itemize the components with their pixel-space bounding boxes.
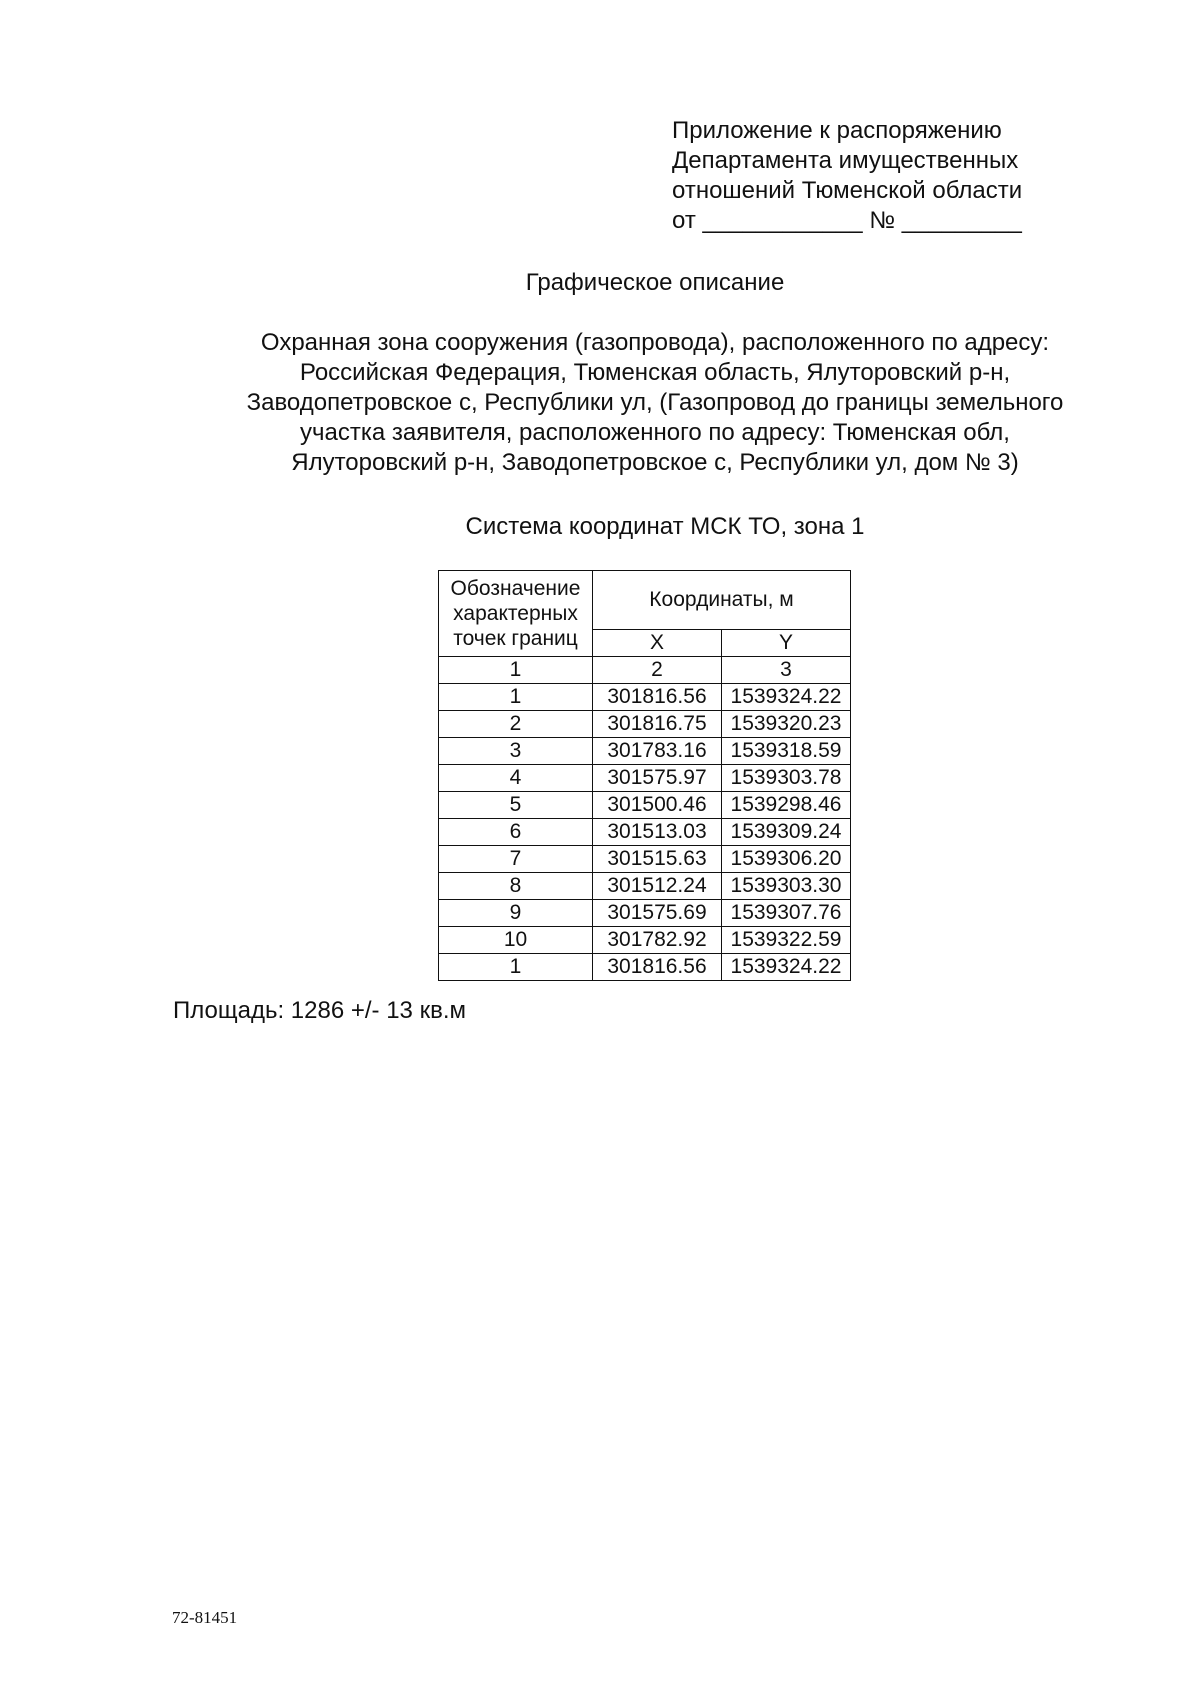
x-cell: 301782.92 — [593, 927, 722, 954]
table-row — [439, 846, 851, 873]
x-cell: 301816.75 — [593, 711, 722, 738]
y-cell: 1539324.22 — [722, 954, 851, 981]
header-x: X — [593, 630, 722, 657]
x-cell: 301816.56 — [593, 684, 722, 711]
point-cell: 3 — [439, 738, 593, 765]
table-row — [439, 792, 851, 819]
y-cell: 1539322.59 — [722, 927, 851, 954]
point-cell: 7 — [439, 846, 593, 873]
table-row — [439, 900, 851, 927]
y-cell: 1539324.22 — [722, 684, 851, 711]
x-cell: 301512.24 — [593, 873, 722, 900]
table-row — [439, 954, 851, 981]
y-cell: 1539307.76 — [722, 900, 851, 927]
table-row — [439, 711, 851, 738]
point-cell: 9 — [439, 900, 593, 927]
x-cell: 301500.46 — [593, 792, 722, 819]
header-coordinates: Координаты, м — [593, 571, 851, 630]
y-cell: 1539309.24 — [722, 819, 851, 846]
appendix-line-1: Приложение к распоряжению — [672, 117, 1002, 144]
point-cell: 1 — [439, 954, 593, 981]
table-column-numbers-row — [439, 657, 851, 684]
description-line-3: Заводопетровское с, Республики ул, (Газопровод до границы земельного — [246, 389, 1064, 416]
table-row — [439, 765, 851, 792]
column-number-2: 2 — [593, 657, 722, 684]
document-title: Графическое описание — [525, 269, 785, 296]
table-header-row — [439, 571, 851, 630]
point-cell: 8 — [439, 873, 593, 900]
description-line-4: участка заявителя, расположенного по адресу: Тюменская обл, — [300, 419, 1010, 446]
point-cell: 6 — [439, 819, 593, 846]
description-line-2: Российская Федерация, Тюменская область, Ялуторовский р-н, — [299, 359, 1011, 386]
column-number-1: 1 — [439, 657, 593, 684]
document-number: 72-81451 — [172, 1608, 238, 1627]
table-row — [439, 873, 851, 900]
zone-description — [160, 328, 1150, 478]
header-y: Y — [722, 630, 851, 657]
table-row — [439, 819, 851, 846]
x-cell: 301515.63 — [593, 846, 722, 873]
y-cell: 1539306.20 — [722, 846, 851, 873]
coordinate-system: Система координат МСК ТО, зона 1 — [465, 513, 865, 540]
appendix-line-3: отношений Тюменской области — [672, 177, 1023, 204]
description-line-5: Ялуторовский р-н, Заводопетровское с, Республики ул, дом № 3) — [291, 449, 1019, 476]
appendix-block — [672, 116, 1022, 236]
y-cell: 1539298.46 — [722, 792, 851, 819]
description-line-1: Охранная зона сооружения (газопровода), расположенного по адресу: — [260, 329, 1050, 356]
point-cell: 4 — [439, 765, 593, 792]
y-cell: 1539303.30 — [722, 873, 851, 900]
x-cell: 301816.56 — [593, 954, 722, 981]
appendix-line-2: Департамента имущественных — [672, 147, 1019, 174]
point-cell: 5 — [439, 792, 593, 819]
y-cell: 1539318.59 — [722, 738, 851, 765]
table-row — [439, 684, 851, 711]
y-cell: 1539303.78 — [722, 765, 851, 792]
point-cell: 1 — [439, 684, 593, 711]
y-cell: 1539320.23 — [722, 711, 851, 738]
point-cell: 10 — [439, 927, 593, 954]
area-value: Площадь: 1286 +/- 13 кв.м — [173, 997, 466, 1024]
x-cell: 301783.16 — [593, 738, 722, 765]
appendix-line-4: от ____________ № _________ — [672, 207, 1022, 234]
x-cell: 301575.97 — [593, 765, 722, 792]
coordinates-table — [438, 570, 851, 981]
header-point-label: Обозначение характерных точек границ — [439, 571, 593, 657]
table-row — [439, 738, 851, 765]
x-cell: 301575.69 — [593, 900, 722, 927]
point-cell: 2 — [439, 711, 593, 738]
column-number-3: 3 — [722, 657, 851, 684]
table-row — [439, 927, 851, 954]
x-cell: 301513.03 — [593, 819, 722, 846]
